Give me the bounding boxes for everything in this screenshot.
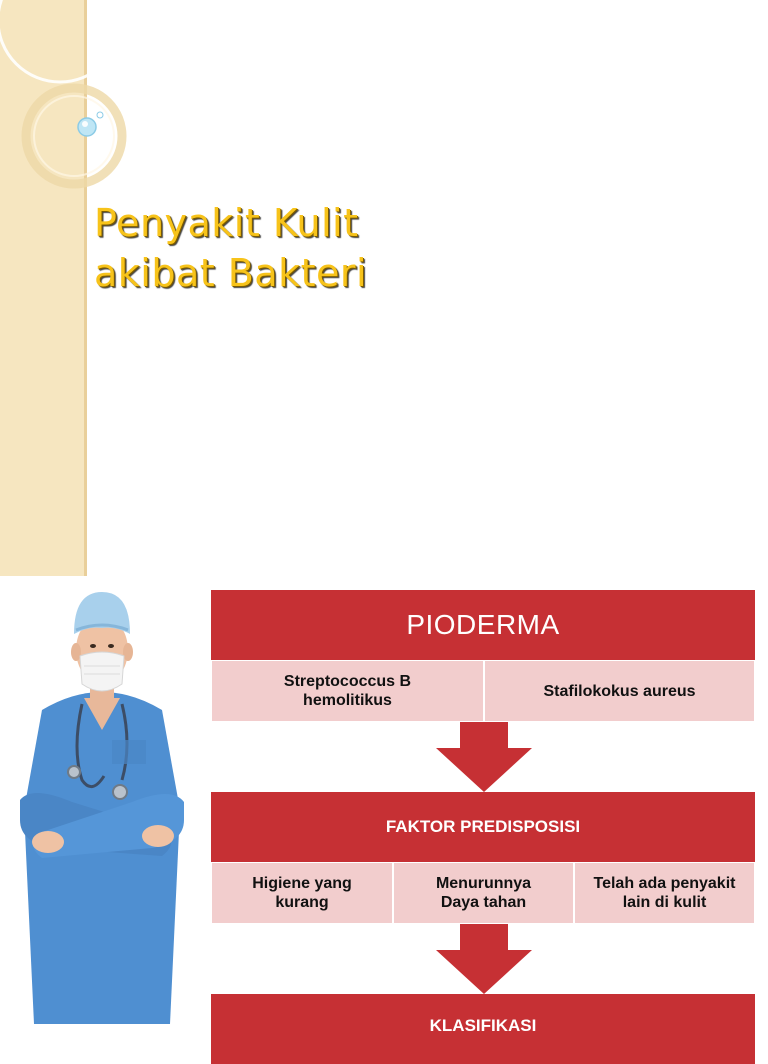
doctor-illustration (12, 580, 192, 1024)
faktor-predisposisi-text: FAKTOR PREDISPOSISI (385, 817, 581, 836)
klasifikasi-text: KLASIFIKASI (429, 1016, 537, 1035)
pioderma-header (211, 590, 755, 660)
factor-text-daya-tahan: Menurunnya Daya tahan (435, 875, 532, 911)
slide-title (94, 198, 367, 298)
pioderma-diagram-slide (0, 576, 768, 1035)
cause-cell-stafilokokus (484, 660, 755, 722)
factor-cell-higiene (211, 862, 393, 924)
klasifikasi-header (211, 994, 755, 1064)
title-line-1: Penyakit Kulit (94, 201, 359, 245)
faktor-predisposisi-header (211, 792, 755, 862)
factor-text-penyakit-lain: Telah ada penyakit lain di kulit (593, 875, 736, 911)
factor-text-higiene: Higiene yang kurang (252, 875, 352, 911)
title-line-2: akibat Bakteri (94, 251, 368, 295)
arrow-down-icon (434, 924, 534, 996)
arrow-down-icon (434, 722, 534, 794)
cause-text-streptococcus: Streptococcus B hemolitikus (283, 673, 412, 709)
factor-cell-daya-tahan (393, 862, 574, 924)
pioderma-header-text: PIODERMA (406, 609, 560, 640)
cause-text-stafilokokus: Stafilokokus aureus (543, 682, 696, 700)
factor-cell-penyakit-lain (574, 862, 755, 924)
decorative-circles (0, 0, 120, 200)
cause-cell-streptococcus (211, 660, 484, 722)
